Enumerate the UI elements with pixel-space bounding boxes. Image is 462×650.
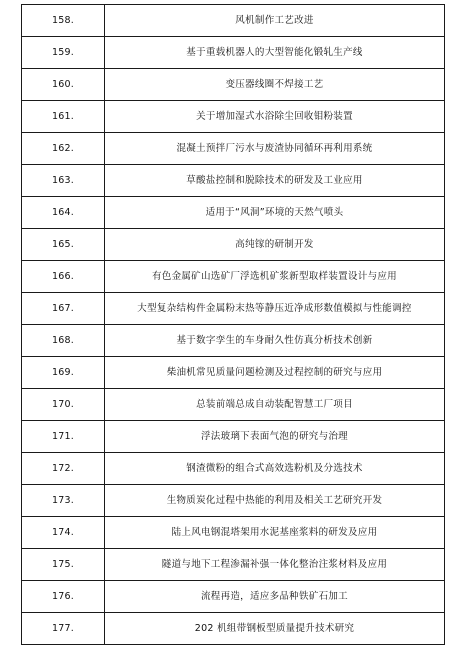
row-number: 169. xyxy=(22,357,105,389)
project-list-table xyxy=(21,4,445,645)
project-name: 基于重载机器人的大型智能化锻轧生产线 xyxy=(105,37,445,69)
row-number: 160. xyxy=(22,69,105,101)
row-number: 159. xyxy=(22,37,105,69)
row-number: 176. xyxy=(22,581,105,613)
project-name: 高纯镓的研制开发 xyxy=(105,229,445,261)
table-row xyxy=(22,133,445,165)
project-name: 浮法玻璃下表面气泡的研究与治理 xyxy=(105,421,445,453)
table-row xyxy=(22,517,445,549)
row-number: 167. xyxy=(22,293,105,325)
row-number: 168. xyxy=(22,325,105,357)
project-name: 总装前端总成自动装配智慧工厂项目 xyxy=(105,389,445,421)
table-row xyxy=(22,197,445,229)
table-row xyxy=(22,261,445,293)
row-number: 158. xyxy=(22,5,105,37)
row-number: 165. xyxy=(22,229,105,261)
table-row xyxy=(22,389,445,421)
table-row xyxy=(22,453,445,485)
table-row xyxy=(22,101,445,133)
table-row xyxy=(22,421,445,453)
row-number: 175. xyxy=(22,549,105,581)
project-name: 柴油机常见质量问题检测及过程控制的研究与应用 xyxy=(105,357,445,389)
table-row xyxy=(22,293,445,325)
table-row xyxy=(22,613,445,645)
row-number: 174. xyxy=(22,517,105,549)
project-name: 混凝土预拌厂污水与废渣协同循环再利用系统 xyxy=(105,133,445,165)
project-name: 变压器线圈不焊接工艺 xyxy=(105,69,445,101)
project-name: 流程再造，适应多品种铁矿石加工 xyxy=(105,581,445,613)
table-row xyxy=(22,581,445,613)
project-name: 钢渣微粉的组合式高效选粉机及分选技术 xyxy=(105,453,445,485)
project-name: 草酸盐控制和脱除技术的研发及工业应用 xyxy=(105,165,445,197)
table-row xyxy=(22,229,445,261)
project-name: 适用于“风洞”环境的天然气喷头 xyxy=(105,197,445,229)
table-row xyxy=(22,165,445,197)
project-name: 基于数字孪生的车身耐久性仿真分析技术创新 xyxy=(105,325,445,357)
project-name: 风机制作工艺改进 xyxy=(105,5,445,37)
project-name: 陆上风电钢混塔架用水泥基座浆料的研发及应用 xyxy=(105,517,445,549)
table-row xyxy=(22,549,445,581)
row-number: 170. xyxy=(22,389,105,421)
table-row xyxy=(22,325,445,357)
project-name: 202 机组带钢板型质量提升技术研究 xyxy=(105,613,445,645)
project-name: 大型复杂结构件金属粉末热等静压近净成形数值模拟与性能调控 xyxy=(105,293,445,325)
project-name: 关于增加湿式水浴除尘回收钼粉装置 xyxy=(105,101,445,133)
row-number: 171. xyxy=(22,421,105,453)
row-number: 164. xyxy=(22,197,105,229)
project-name: 隧道与地下工程渗漏补强一体化整治注浆材料及应用 xyxy=(105,549,445,581)
row-number: 177. xyxy=(22,613,105,645)
table-row xyxy=(22,69,445,101)
table-row xyxy=(22,485,445,517)
table-row xyxy=(22,37,445,69)
row-number: 162. xyxy=(22,133,105,165)
project-name: 有色金属矿山选矿厂浮选机矿浆新型取样装置设计与应用 xyxy=(105,261,445,293)
row-number: 172. xyxy=(22,453,105,485)
row-number: 163. xyxy=(22,165,105,197)
table-row xyxy=(22,357,445,389)
row-number: 166. xyxy=(22,261,105,293)
table-row xyxy=(22,5,445,37)
row-number: 173. xyxy=(22,485,105,517)
project-name: 生物质炭化过程中热能的利用及相关工艺研究开发 xyxy=(105,485,445,517)
row-number: 161. xyxy=(22,101,105,133)
table-body xyxy=(22,5,445,645)
